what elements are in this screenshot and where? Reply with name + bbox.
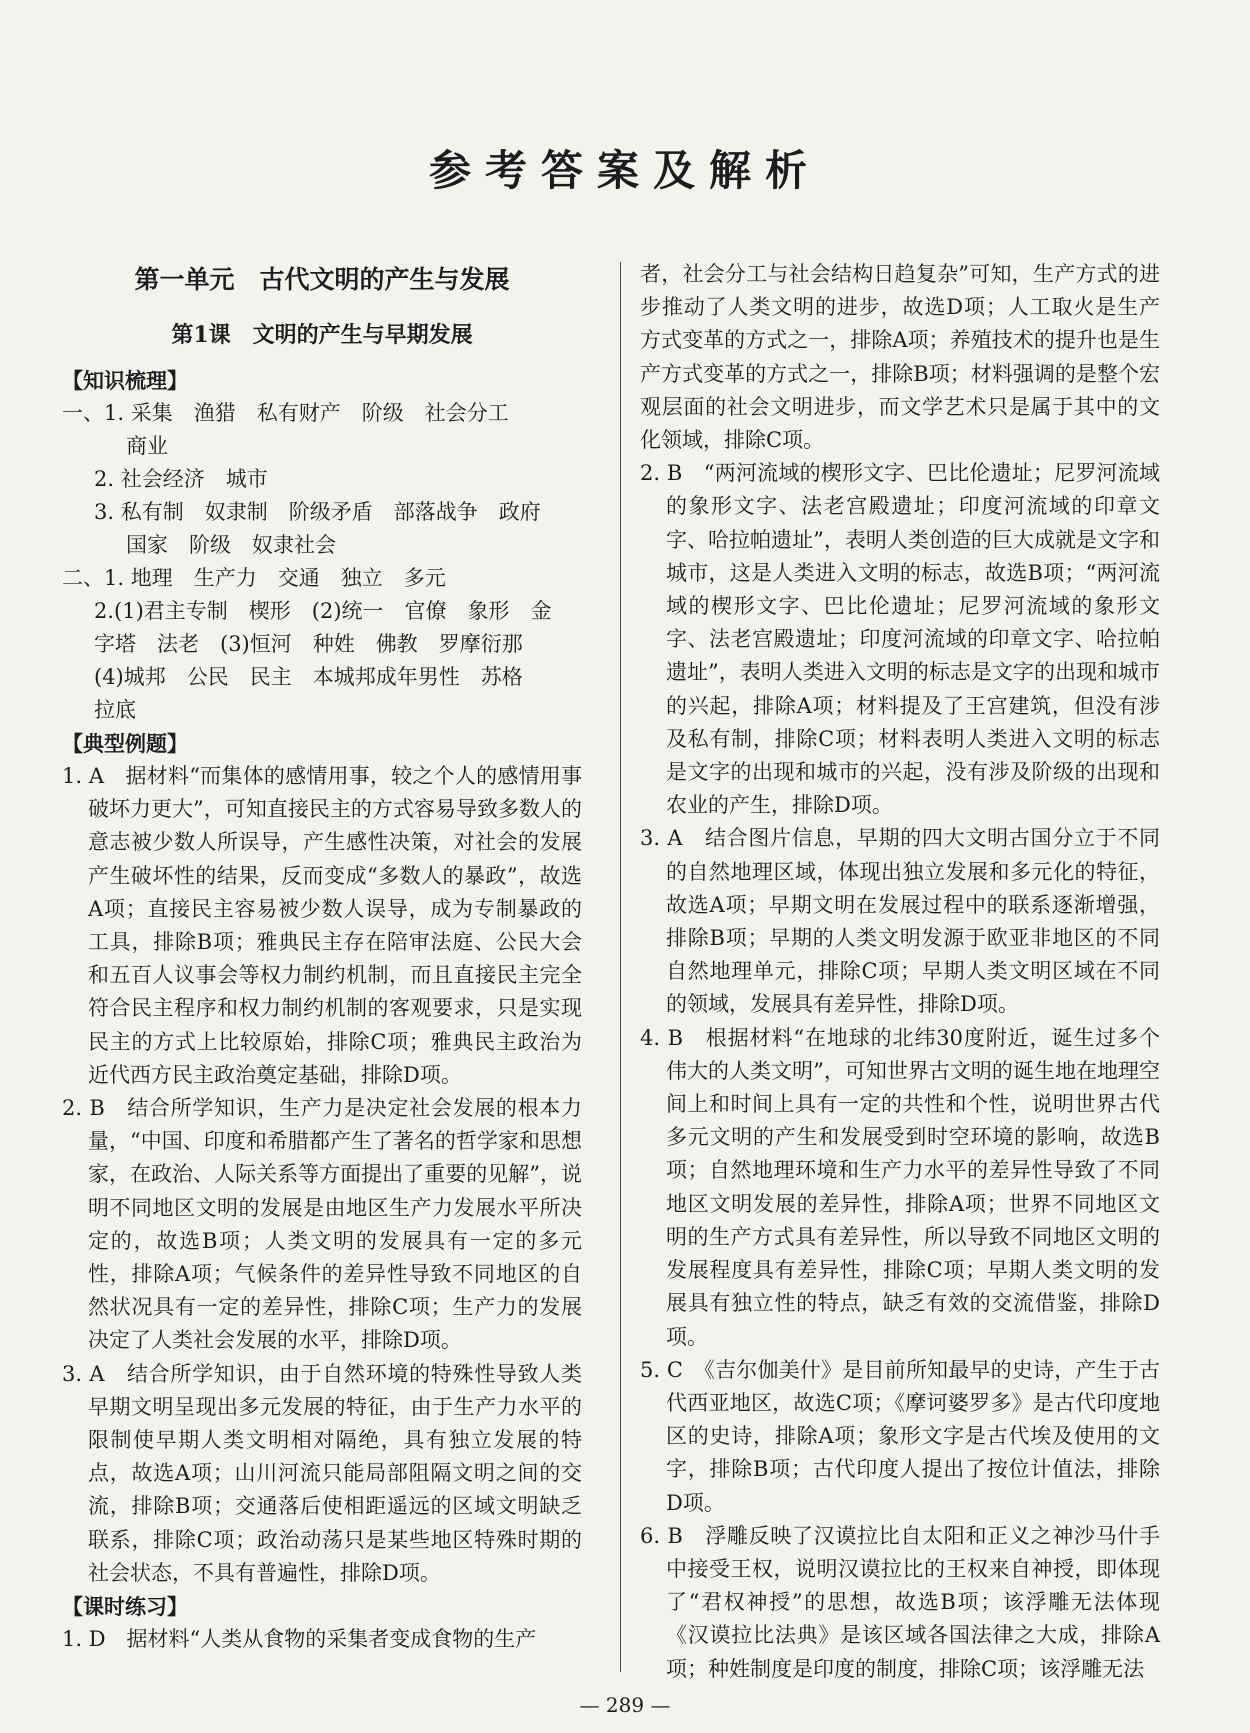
- knowledge-line: 字塔 法老 (3)恒河 种姓 佛教 罗摩衍那: [94, 632, 523, 656]
- knowledge-line: 国家 阶级 奴隶社会: [126, 533, 336, 557]
- knowledge-line: 2. 社会经济 城市: [94, 467, 268, 491]
- left-column: [62, 258, 582, 1656]
- practice-answer: 1. D 据材料“人类从食物的采集者变成食物的生产: [62, 1627, 537, 1652]
- right-column: [640, 258, 1160, 1686]
- section-practice-heading: 【课时练习】: [62, 1594, 188, 1620]
- example-answer: 1. A 据材料“而集体的感情用事，较之个人的感情用事破坏力更大”，可知直接民主的方式容易导致多数人的意志被少数人所误导，产生感性决策，对社会的发展产生破坏性的结果，反而变成“多数人的暴政”，故选A项；直接民主容易被少数人误导，成为专制暴政的工具，排除B项；雅典民主存在陪审法庭、公民大会和五百人议事会等权力制约机制，而且直接民主完全符合民主程序和权力制约机制的客观要求，只是实现民主的方式上比较原始，排除C项；雅典民主政治为近代西方民主政治奠定基础，排除D项。: [62, 764, 582, 1087]
- practice-answer-continued: 者，社会分工与社会结构日趋复杂”可知，生产方式的进步推动了人类文明的进步，故选D项；人工取火是生产方式变革的方式之一，排除A项；养殖技术的提升也是生产方式变革的方式之一，排除B项；材料强调的是整个宏观层面的社会文明进步，而文学艺术只是属于其中的文化领域，排除C项。: [640, 262, 1160, 453]
- unit-title: 第一单元 古代文明的产生与发展: [134, 265, 510, 294]
- practice-answer: 2. B “两河流域的楔形文字、巴比伦遗址；尼罗河流域的象形文字、法老宫殿遗址；印度河流域的印章文字、哈拉帕遗址”，表明人类创造的巨大成就是文字和城市，这是人类进入文明的标志，故选B项；“两河流域的楔形文字、巴比伦遗址；尼罗河流域的象形文字、法老宫殿遗址；印度河流域的印章文字、哈拉帕遗址”，表明人类进入文明的标志是文字的出现和城市的兴起，排除A项；材料提及了王宫建筑，但没有涉及私有制，排除C项；材料表明人类进入文明的标志是文字的出现和城市的兴起，没有涉及阶级的出现和农业的产生，排除D项。: [640, 461, 1160, 818]
- practice-answer: 6. B 浮雕反映了汉谟拉比自太阳和正义之神沙马什手中接受王权，说明汉谟拉比的王权来自神授，即体现了“君权神授”的思想，故选B项；该浮雕无法体现《汉谟拉比法典》是该区域各国法律之大成，排除A项；种姓制度是印度的制度，排除C项；该浮雕无法: [640, 1523, 1160, 1681]
- section-knowledge-heading: 【知识梳理】: [62, 368, 188, 393]
- section-examples-heading: 【典型例题】: [62, 731, 188, 756]
- practice-answer: 3. A 结合图片信息，早期的四大文明古国分立于不同的自然地理区域，体现出独立发展和多元化的特征，故选A项；早期文明在发展过程中的联系逐渐增强，排除B项；早期的人类文明发源于欧亚非地区的不同自然地理单元，排除C项；早期人类文明区域在不同的领域，发展具有差异性，排除D项。: [640, 826, 1160, 1017]
- example-answer: 2. B 结合所学知识，生产力是决定社会发展的根本力量，“中国、印度和希腊都产生了著名的哲学家和思想家，在政治、人际关系等方面提出了重要的见解”，说明不同地区文明的发展是由地区生产力发展水平所决定的，故选B项；人类文明的发展具有一定的多元性，排除A项；气候条件的差异性导致不同地区的自然状况具有一定的差异性，排除C项；生产力的发展决定了人类社会发展的水平，排除D项。: [62, 1096, 582, 1353]
- practice-answer: 4. B 根据材料“在地球的北纬30度附近，诞生过多个伟大的人类文明”，可知世界古文明的诞生地在地理空间上和时间上具有一定的共性和个性，说明世界古代多元文明的产生和发展受到时空环境的影响，故选B项；自然地理环境和生产力水平的差异性导致了不同地区文明发展的差异性，排除A项；世界不同地区文明的生产方式具有差异性，所以导致不同地区文明的发展程度具有差异性，排除C项；早期人类文明的发展具有独立性的特点，缺乏有效的交流借鉴，排除D项。: [640, 1025, 1160, 1349]
- example-answer: 3. A 结合所学知识，由于自然环境的特殊性导致人类早期文明呈现出多元发展的特征，由于生产力水平的限制使早期人类文明相对隔绝，具有独立发展的特点，故选A项；山川河流只能局部阻隔文明之间的交流，排除B项；交通落后使相距遥远的区域文明缺乏联系，排除C项；政治动荡只是某些地区特殊时期的社会状态，不具有普遍性，排除D项。: [62, 1361, 582, 1585]
- knowledge-line: 拉底: [94, 698, 136, 722]
- knowledge-line: 2.(1)君主专制 楔形 (2)统一 官僚 象形 金: [94, 599, 552, 623]
- knowledge-line: 商业: [126, 434, 168, 458]
- practice-answer: 5. C 《吉尔伽美什》是目前所知最早的史诗，产生于古代西亚地区，故选C项；《摩诃婆罗多》是古代印度地区的史诗，排除A项；象形文字是古代埃及使用的文字，排除B项；古代印度人提出了按位计值法，排除D项。: [640, 1357, 1160, 1515]
- page-number: — 289 —: [579, 1693, 671, 1717]
- knowledge-line: (4)城邦 公民 民主 本城邦成年男性 苏格: [94, 665, 523, 689]
- knowledge-line: 3. 私有制 奴隶制 阶级矛盾 部落战争 政府: [94, 500, 541, 524]
- page-title: 参考答案及解析: [428, 146, 821, 195]
- lesson-title: 第1课 文明的产生与早期发展: [171, 322, 473, 348]
- column-divider: [620, 262, 621, 1672]
- knowledge-line: 二、1. 地理 生产力 交通 独立 多元: [62, 566, 446, 590]
- knowledge-line: 一、1. 采集 渔猎 私有财产 阶级 社会分工: [62, 401, 509, 425]
